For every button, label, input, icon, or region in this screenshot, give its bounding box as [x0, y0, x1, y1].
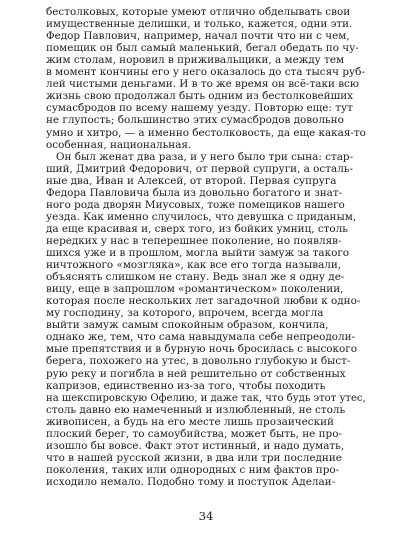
text-line: поколения, таких или однородных с ним фактов про-: [46, 463, 340, 476]
text-line: на шекспировскую Офелию, и даже так, что будь этот утес,: [46, 391, 366, 404]
text-line: ные два, Иван и Алексей, от второй. Первая супруга: [46, 174, 337, 187]
text-line: берега, похожего на утес, в довольно глубокую и быст-: [46, 355, 351, 368]
text-line: Федора Павловича была из довольно богатого и знат-: [46, 186, 343, 199]
text-line: нередких у нас в теперешнее поколение, но появляв-: [46, 234, 342, 247]
text-line: ший, Дмитрий Федорович, от первой супруги, а осталь-: [46, 162, 353, 175]
text-line: помещик он был самый маленький, бегал обедать по чу-: [46, 42, 359, 55]
text-line: ничтожного «мозгляка», как все его тогда называли,: [46, 259, 342, 272]
text-line: лей чистыми деньгами. И в то же время он всё-таки всю: [46, 78, 359, 91]
text-line: капризов, единственно из-за того, чтобы походить: [46, 379, 326, 392]
text-line: мые препятствия и в бурную ночь бросилась с высокого: [46, 343, 358, 356]
page-number: 34: [198, 509, 214, 523]
text-line: однако же, тем, что сама навыдумала себе непреодоли-: [46, 331, 356, 344]
text-line: му господину, за которого, впрочем, всегда могла: [46, 307, 324, 320]
text-line: жим столам, норовил в приживальщики, а между тем: [46, 54, 345, 67]
text-line: умно и хитро, — а именно бестолковость, да еще какая-то: [46, 126, 366, 139]
text-line: не глупость; большинство этих сумасбродов довольно: [46, 114, 344, 127]
text-line: особенная, национальная.: [46, 138, 192, 151]
text-line: которая после нескольких лет загадочной любви к одно-: [46, 295, 361, 308]
text-line: изошло бы вовсе. Факт этот истинный, и надо думать,: [46, 439, 345, 452]
text-line: исходило немало. Подобно тому и поступок Аделаи-: [46, 475, 336, 488]
text-line: что в нашей русской жизни, в два или три последние: [46, 451, 342, 464]
text-line: уезда. Как именно случилось, что девушка с приданым,: [46, 210, 357, 223]
text-line: Он был женат два раза, и у него было три сына: стар-: [56, 150, 354, 163]
text-line: шихся уже и в прошлом, могла выйти замуж за такого: [46, 247, 350, 259]
text-line: плоский берег, то самоубийства, может быть, не про-: [46, 427, 342, 440]
text-line: Федор Павлович, например, начал почти что ни с чем,: [46, 30, 350, 43]
text-line: жизнь свою продолжал быть одним из бестолковейших: [46, 90, 354, 103]
text-line: столь давно ею намеченный и излюбленный, не столь: [46, 403, 346, 416]
text-line: выйти замуж самым спокойным образом, кончила,: [46, 319, 329, 332]
text-line: да еще красивая и, сверх того, из бойких умниц, столь: [46, 222, 348, 235]
text-line: сумасбродов по всему нашему уезду. Повторю еще: тут: [46, 102, 353, 115]
text-line: имущественные делишки, и только, кажется, одни эти.: [46, 18, 353, 31]
text-line: рую реку и погибла в ней решительно от собственных: [46, 367, 346, 380]
text-line: бестолковых, которые умеют отлично обделывать свои: [46, 6, 351, 18]
text-line: объяснять слишком не стану. Ведь знал же я одну де-: [46, 271, 345, 284]
text-line: в момент кончины его у него оказалось до ста тысяч руб-: [46, 66, 365, 79]
text-line: живописен, а будь на его месте лишь прозаический: [46, 415, 334, 428]
text-line: вицу, еще в запрошлом «романтическом» поколении,: [46, 283, 344, 296]
text-line: ного рода дворян Миусовых, тоже помещиков нашего: [46, 198, 345, 211]
